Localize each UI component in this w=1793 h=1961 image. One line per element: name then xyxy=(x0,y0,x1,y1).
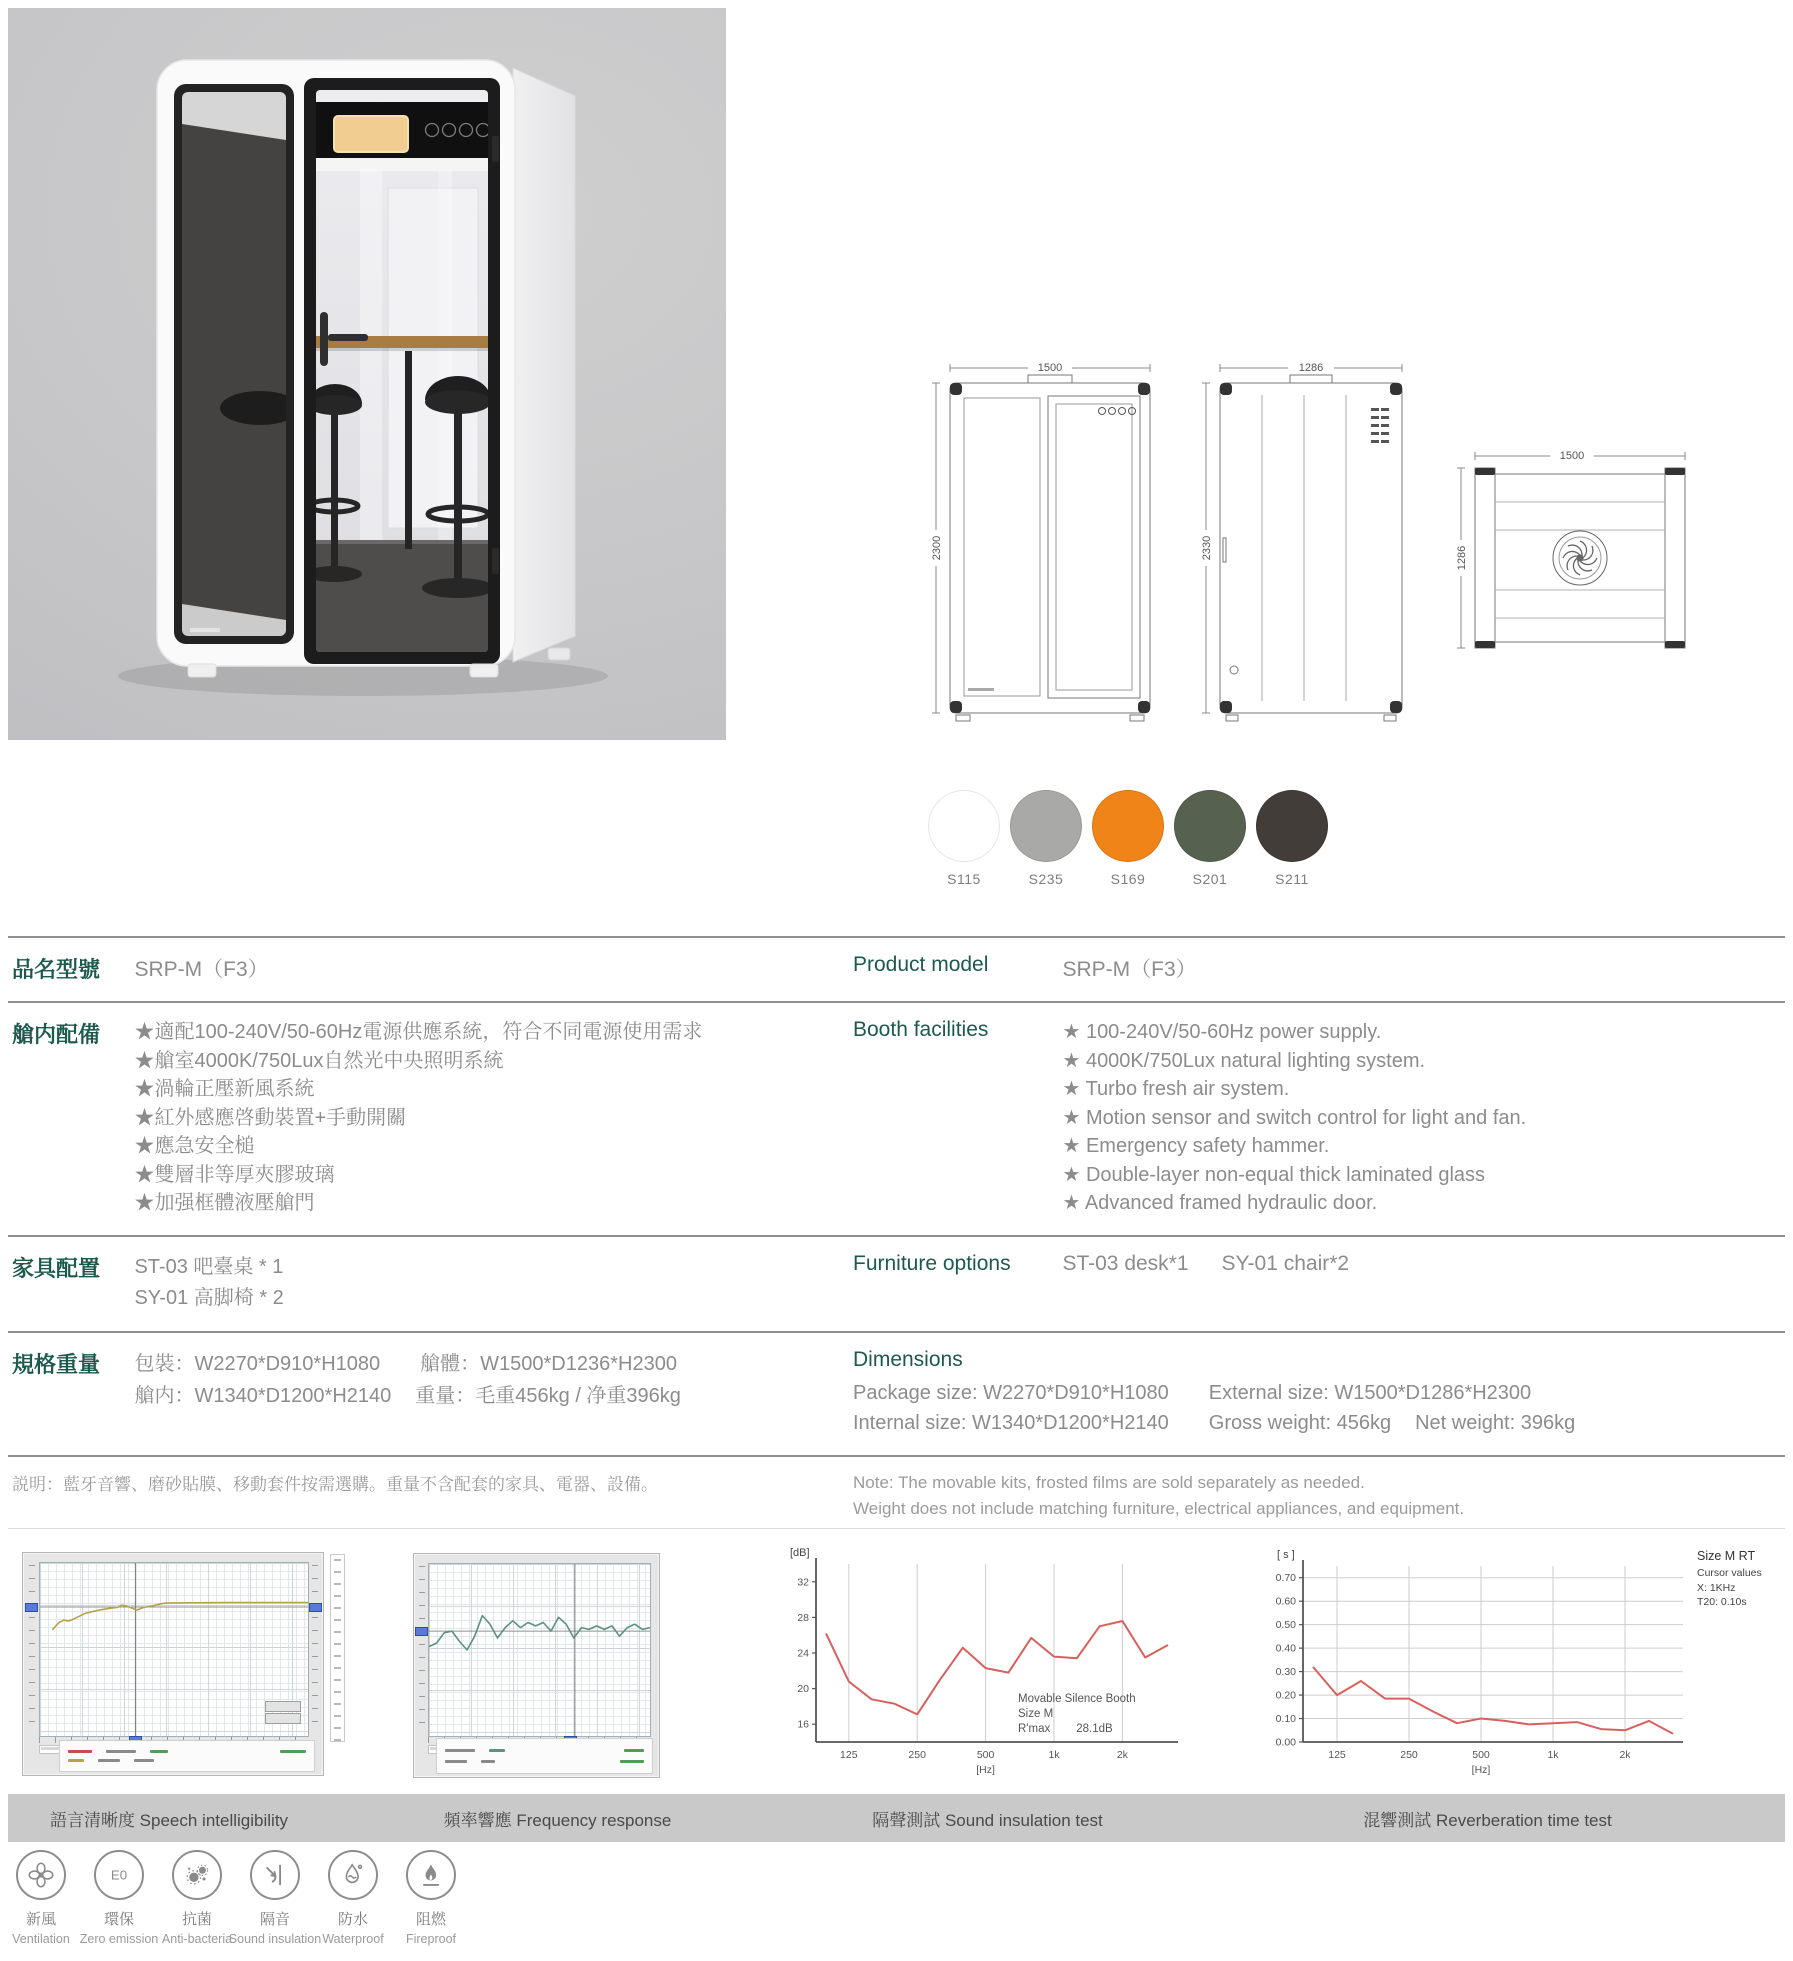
facility-item: ★ Advanced framed hydraulic door. xyxy=(1062,1192,1378,1214)
chart-button xyxy=(265,1701,301,1712)
furniture-item: SY-01 高脚椅 * 2 xyxy=(134,1286,284,1309)
spec-row-model xyxy=(8,936,1785,1001)
swatch-code: S235 xyxy=(1028,871,1064,887)
svg-text:20: 20 xyxy=(797,1683,809,1696)
furniture-label-zh: 家具配置 xyxy=(12,1255,101,1281)
badge-anti-bacteria xyxy=(158,1850,236,1946)
badge-zero-emission xyxy=(80,1850,158,1946)
model-value-en: SRP-M（F3） xyxy=(1062,958,1197,981)
svg-text:0.10: 0.10 xyxy=(1275,1713,1296,1726)
reverberation-legend xyxy=(1697,1549,1791,1610)
svg-text:32: 32 xyxy=(797,1576,809,1589)
note-en-line2: Weight does not include matching furniture, electrical appliances, and equipment. xyxy=(853,1498,1465,1518)
feature-badges xyxy=(2,1850,470,1946)
e0-icon xyxy=(94,1850,144,1900)
furniture-item: ST-03 吧臺桌 * 1 xyxy=(134,1255,284,1278)
badge-label-en: Fireproof xyxy=(405,1932,457,1946)
annotation-line: Size M xyxy=(1018,1708,1054,1720)
spec-row-dimensions xyxy=(8,1331,1785,1455)
note-en-line1: Note: The movable kits, frosted films are sold separately as needed. xyxy=(853,1472,1365,1492)
svg-text:0.60: 0.60 xyxy=(1275,1595,1296,1608)
y-axis-ticks-right xyxy=(312,1565,318,1731)
color-options xyxy=(928,790,1328,887)
annotation-line: Movable Silence Booth xyxy=(1018,1693,1136,1705)
facility-item: ★加强框體液壓艙門 xyxy=(134,1192,315,1214)
rmax-value: 28.1dB xyxy=(1076,1723,1113,1735)
svg-text:2k: 2k xyxy=(1116,1749,1128,1761)
svg-text:125: 125 xyxy=(1328,1749,1346,1761)
swatch-circle xyxy=(1092,790,1164,862)
status-panel xyxy=(59,1740,315,1772)
chart-caption-bar xyxy=(8,1794,1785,1842)
color-swatch-s115 xyxy=(928,790,1000,887)
chart-annotation xyxy=(1018,1692,1136,1737)
y-axis-ticks xyxy=(419,1566,425,1730)
model-value-zh: SRP-M（F3） xyxy=(134,958,269,981)
facility-item: ★艙室4000K/750Lux自然光中央照明系統 xyxy=(134,1049,504,1072)
dimension-label-front-height: 2300 xyxy=(931,535,943,561)
badge-label-zh: 新風 xyxy=(25,1911,56,1928)
furniture-label-en: Furniture options xyxy=(853,1251,1011,1275)
reverberation-time-chart xyxy=(1253,1548,1699,1788)
color-swatch-s235 xyxy=(1010,790,1082,887)
color-swatch-s201 xyxy=(1174,790,1246,887)
color-swatch-s211 xyxy=(1256,790,1328,887)
swatch-circle xyxy=(928,790,1000,862)
svg-text:[Hz]: [Hz] xyxy=(1471,1764,1491,1776)
caption-frequency: 頻率響應 Frequency response xyxy=(443,1810,672,1830)
badge-fireproof xyxy=(392,1850,470,1946)
technical-drawings xyxy=(890,278,1793,748)
legend-line: X: 1KHz xyxy=(1697,1581,1736,1594)
facility-item: ★ Motion sensor and switch control for light and fan. xyxy=(1062,1106,1527,1129)
svg-text:28: 28 xyxy=(797,1611,809,1624)
dimension-label-side-width: 1286 xyxy=(1298,362,1324,374)
svg-text:0.20: 0.20 xyxy=(1275,1689,1296,1702)
note-zh: 説明：藍牙音響、磨砂貼膜、移動套件按需選購。重量不含配套的家具、電器、設備。 xyxy=(12,1474,658,1494)
svg-text:16: 16 xyxy=(797,1718,809,1731)
y-axis-ticks xyxy=(29,1565,35,1731)
legend-line: T20: 0.10s xyxy=(1697,1596,1747,1608)
badge-label-en: Waterproof xyxy=(322,1932,384,1946)
caption-speech: 語言清晰度 Speech intelligibility xyxy=(49,1810,289,1830)
swatch-code: S211 xyxy=(1275,871,1309,887)
svg-text:0.00: 0.00 xyxy=(1275,1736,1296,1749)
dimensions-zh xyxy=(134,1348,680,1412)
model-label-en: Product model xyxy=(853,953,989,976)
chart-button xyxy=(265,1713,301,1724)
swatch-code: S115 xyxy=(947,871,981,887)
model-label-zh: 品名型號 xyxy=(12,957,101,982)
rmax-label: R'max xyxy=(1018,1723,1051,1735)
chart-legend-strip xyxy=(330,1554,345,1742)
speech-intelligibility-chart xyxy=(22,1552,324,1776)
svg-text:125: 125 xyxy=(840,1749,858,1761)
badge-waterproof xyxy=(314,1850,392,1946)
svg-text:2k: 2k xyxy=(1619,1749,1631,1761)
badge-label-zh: 環保 xyxy=(103,1911,134,1928)
external-size-en: External size: W1500*D1286*H2300 xyxy=(1208,1381,1532,1404)
swatch-code: S201 xyxy=(1192,871,1228,887)
svg-text:1k: 1k xyxy=(1048,1749,1060,1761)
badge-label-zh: 阻燃 xyxy=(415,1911,446,1928)
caption-insulation: 隔聲測試 Sound insulation test xyxy=(872,1810,1103,1830)
badge-label-zh: 抗菌 xyxy=(181,1911,212,1928)
bacteria-icon xyxy=(172,1850,222,1900)
gross-weight-en: Gross weight: 456kg xyxy=(1208,1411,1392,1434)
dimension-label-top-width: 1500 xyxy=(1559,450,1585,462)
product-photo xyxy=(8,8,726,740)
svg-text:500: 500 xyxy=(1472,1749,1490,1761)
svg-text:0.40: 0.40 xyxy=(1275,1642,1296,1655)
facility-item: ★ Turbo fresh air system. xyxy=(1062,1078,1290,1100)
svg-text:250: 250 xyxy=(908,1749,926,1761)
fireproof-icon xyxy=(406,1850,456,1900)
legend-line: Cursor values xyxy=(1697,1567,1762,1579)
svg-text:500: 500 xyxy=(976,1749,995,1761)
axis-marker xyxy=(25,1603,38,1612)
svg-text:[ s ]: [ s ] xyxy=(1277,1549,1295,1561)
internal-size-en: Internal size: W1340*D1200*H2140 xyxy=(853,1411,1169,1434)
svg-text:[dB]: [dB] xyxy=(790,1548,810,1559)
booth-illustration xyxy=(8,8,726,740)
legend-title: Size M RT xyxy=(1697,1549,1756,1563)
spec-row-note xyxy=(8,1455,1785,1535)
furniture-list-zh xyxy=(134,1252,283,1314)
svg-text:0.30: 0.30 xyxy=(1275,1666,1296,1679)
dimension-label-side-height: 2330 xyxy=(1201,535,1213,561)
facility-item: ★ Double-layer non-equal thick laminated glass xyxy=(1062,1163,1486,1186)
swatch-circle xyxy=(1010,790,1082,862)
svg-text:250: 250 xyxy=(1400,1749,1418,1761)
swatch-circle xyxy=(1256,790,1328,862)
facility-item: ★紅外感應啓動裝置+手動開關 xyxy=(134,1106,407,1129)
color-swatch-s169 xyxy=(1092,790,1164,887)
facility-item: ★ 4000K/750Lux natural lighting system. xyxy=(1062,1049,1426,1072)
caption-reverberation: 混響測試 Reverberation time test xyxy=(1363,1810,1612,1830)
svg-text:1k: 1k xyxy=(1547,1749,1559,1761)
axis-marker xyxy=(415,1627,428,1636)
badge-ventilation xyxy=(2,1850,80,1946)
sound-insulation-icon xyxy=(250,1850,300,1900)
facilities-list-en xyxy=(1062,1018,1526,1218)
badge-sound-insulation xyxy=(228,1850,322,1946)
fan-icon xyxy=(16,1850,66,1900)
facility-item: ★應急安全槌 xyxy=(134,1135,255,1157)
dimension-label-top-depth: 1286 xyxy=(1456,545,1468,571)
dimensions-heading-en: Dimensions xyxy=(853,1347,963,1371)
package-size-zh: 包裝：W2270*D910*H1080 xyxy=(134,1352,381,1375)
badge-label-en: Ventilation xyxy=(12,1932,70,1946)
facilities-label-en: Booth facilities xyxy=(853,1018,989,1041)
facility-item: ★適配100-240V/50-60Hz電源供應系統，符合不同電源使用需求 xyxy=(134,1021,703,1043)
sound-insulation-chart xyxy=(786,1548,1190,1788)
dimensions-label-zh: 規格重量 xyxy=(12,1351,101,1377)
svg-text:0.70: 0.70 xyxy=(1275,1572,1296,1585)
svg-text:[Hz]: [Hz] xyxy=(976,1764,995,1776)
svg-text:24: 24 xyxy=(797,1647,809,1660)
facility-item: ★ Emergency safety hammer. xyxy=(1062,1135,1330,1157)
package-size-en: Package size: W2270*D910*H1080 xyxy=(853,1381,1169,1404)
external-size-zh: 艙體：W1500*D1236*H2300 xyxy=(420,1352,677,1375)
badge-label-zh: 隔音 xyxy=(259,1911,290,1928)
facilities-label-zh: 艙内配備 xyxy=(12,1022,101,1047)
charts-panel-divider xyxy=(8,1528,1785,1529)
badge-label-en: Anti-bacteria xyxy=(161,1932,233,1946)
net-weight-en: Net weight: 396kg xyxy=(1415,1411,1576,1434)
badge-label-en: Zero emission xyxy=(79,1932,159,1946)
badge-label-en: Sound insulation xyxy=(228,1932,322,1946)
e0-text: E0 xyxy=(110,1867,128,1883)
furniture-chair-en: SY-01 chair*2 xyxy=(1221,1251,1350,1275)
dimension-label-front-width: 1500 xyxy=(1037,362,1063,374)
weight-zh: 重量：毛重456kg / 净重396kg xyxy=(415,1384,681,1407)
swatch-code: S169 xyxy=(1110,871,1146,887)
spec-row-furniture xyxy=(8,1235,1785,1331)
swatch-circle xyxy=(1174,790,1246,862)
badge-label-zh: 防水 xyxy=(337,1911,368,1928)
facilities-list-zh xyxy=(134,1018,702,1218)
facility-item: ★雙層非等厚夾膠玻璃 xyxy=(134,1163,335,1186)
spec-table xyxy=(8,936,1785,1535)
status-panel xyxy=(436,1738,653,1774)
spec-row-facilities xyxy=(8,1001,1785,1235)
axis-marker xyxy=(309,1603,322,1612)
facility-item: ★渦輪正壓新風系統 xyxy=(134,1078,315,1100)
plot-area xyxy=(428,1563,651,1737)
svg-text:0.50: 0.50 xyxy=(1275,1619,1296,1632)
internal-size-zh: 艙内：W1340*D1200*H2140 xyxy=(134,1384,392,1407)
facility-item: ★ 100-240V/50-60Hz power supply. xyxy=(1062,1021,1382,1043)
furniture-desk-en: ST-03 desk*1 xyxy=(1062,1251,1189,1275)
frequency-response-chart xyxy=(413,1553,660,1778)
waterproof-icon xyxy=(328,1850,378,1900)
